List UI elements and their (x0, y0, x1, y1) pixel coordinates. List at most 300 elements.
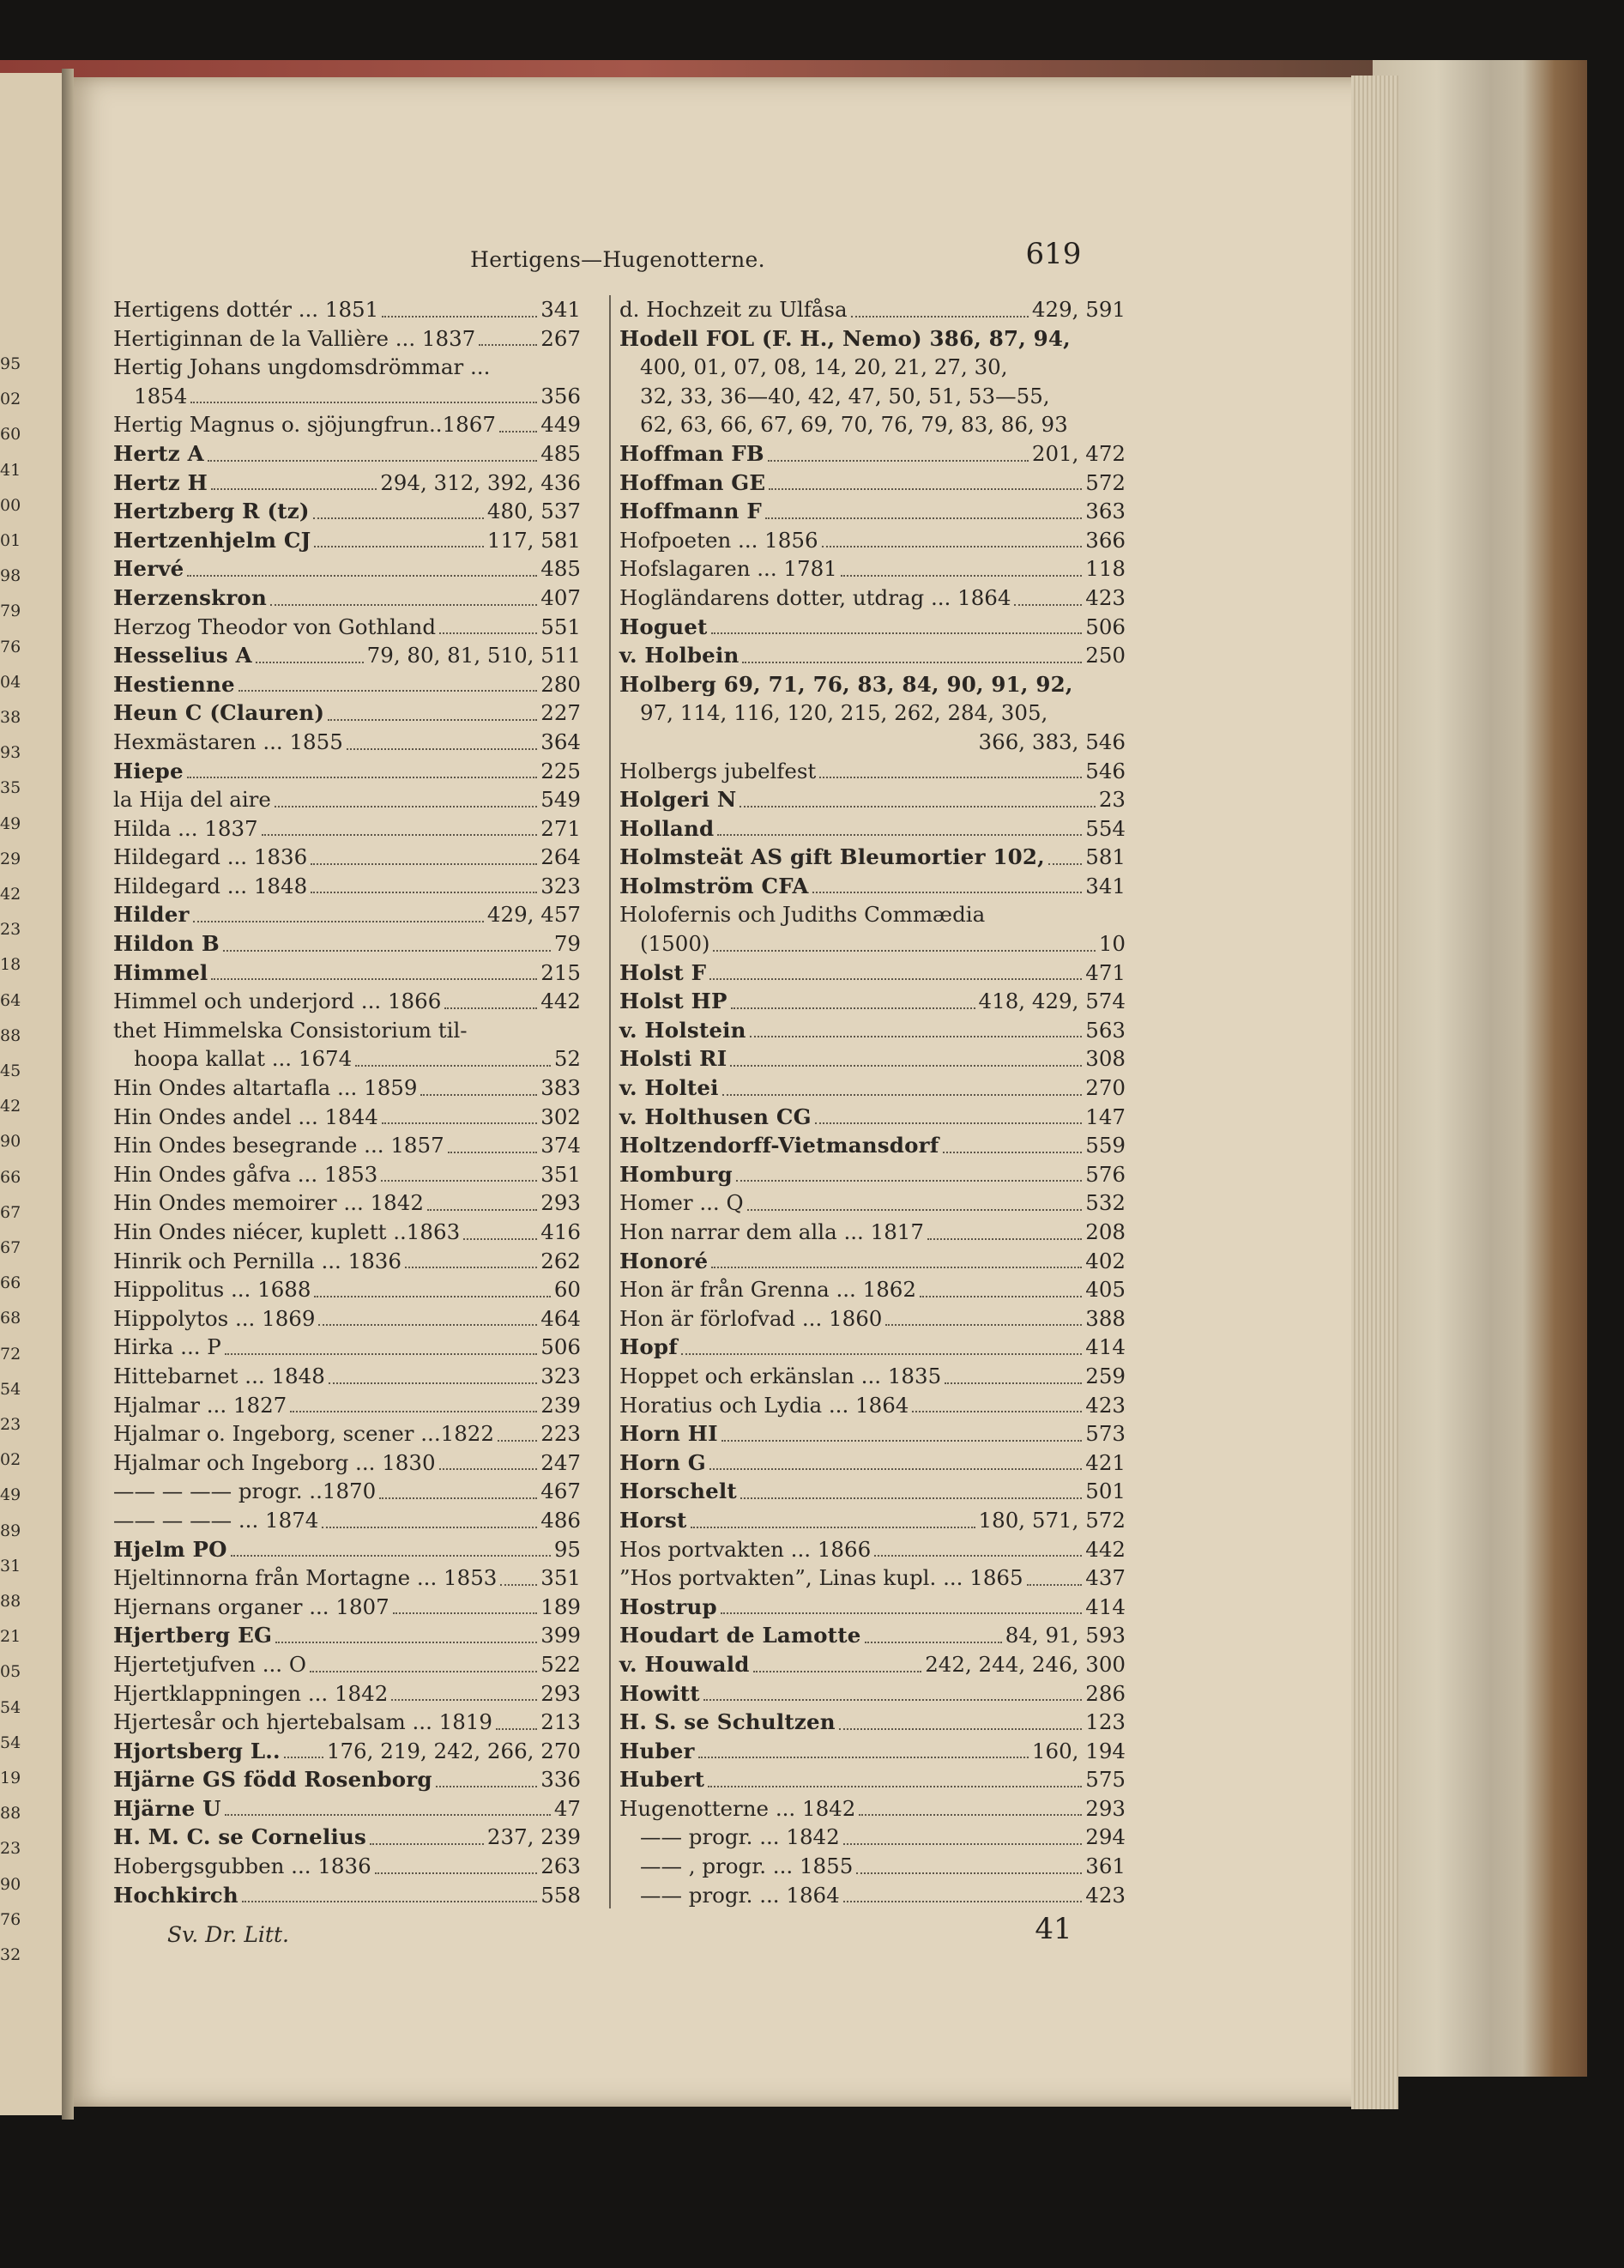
margin-number: 67 (0, 1202, 21, 1222)
dot-leader (238, 689, 537, 692)
entry-line (113, 410, 581, 439)
index-entry (619, 1333, 1126, 1362)
index-entry (619, 1304, 1126, 1334)
entry-title: —— progr. ... 1864 (640, 1882, 840, 1908)
entry-pages: 366 (1085, 527, 1126, 553)
index-entry (113, 526, 581, 555)
entry-line: 32, 33, 36—40, 42, 47, 50, 51, 53—55, (640, 383, 1050, 408)
book-gutter (62, 69, 74, 2120)
entry-line (619, 1708, 1126, 1737)
entry-pages: 264 (540, 844, 581, 870)
index-entry (619, 1103, 1126, 1132)
entry-title: Hippolitus ... 1688 (113, 1277, 311, 1303)
margin-number: 88 (0, 1025, 21, 1045)
entry-line (619, 295, 1126, 324)
entry-line (113, 1708, 581, 1737)
margin-number: 04 (0, 672, 21, 692)
entry-title: Hilder (113, 902, 190, 928)
dot-leader (500, 1583, 537, 1586)
entry-line (619, 1563, 1126, 1593)
index-entry (619, 1074, 1126, 1103)
index-entry (113, 554, 581, 584)
entry-pages: 10 (1098, 931, 1126, 957)
entry-line (619, 1160, 1126, 1189)
entry-line (113, 1391, 581, 1420)
index-entry (619, 1737, 1126, 1766)
dot-leader (329, 1382, 537, 1384)
entry-title: Hoppet och erkänslan ... 1835 (619, 1363, 942, 1388)
margin-number: 42 (0, 1097, 21, 1116)
margin-number: 98 (0, 566, 21, 586)
entry-line (619, 1650, 1126, 1679)
entry-pages: 429, 457 (486, 902, 581, 928)
margin-number: 18 (0, 955, 21, 975)
dot-leader (382, 1122, 537, 1124)
index-entry (113, 1823, 581, 1852)
entry-line (113, 1881, 581, 1910)
entry-pages: 581 (1085, 844, 1126, 870)
entry-title: —— — —— ... 1874 (113, 1507, 319, 1533)
entry-title: Hildegard ... 1848 (113, 873, 308, 898)
margin-number: 54 (0, 1697, 21, 1717)
entry-pages: 416 (540, 1219, 581, 1244)
index-entry (113, 1391, 581, 1420)
entry-pages: 485 (540, 556, 581, 582)
entry-title: Hofslagaren ... 1781 (619, 556, 837, 582)
entry-line: Holberg 69, 71, 76, 83, 84, 90, 91, 92, (619, 671, 1073, 697)
entry-title: Hjertberg EG (113, 1623, 273, 1648)
entry-title: Hertiginnan de la Vallière ... 1837 (113, 325, 476, 351)
entry-title: Hogländarens dotter, utdrag ... 1864 (619, 584, 1011, 610)
entry-line (619, 469, 1126, 498)
index-entry (113, 1477, 581, 1506)
entry-line: 400, 01, 07, 08, 14, 20, 21, 27, 30, (640, 354, 1008, 380)
index-entry (113, 613, 581, 642)
dot-leader (769, 487, 1082, 490)
book-page-stack (1373, 60, 1587, 2077)
entry-line (619, 1362, 1126, 1391)
entry-pages: 532 (1085, 1190, 1126, 1216)
entry-title: Hjelm PO (113, 1536, 227, 1562)
margin-number: 23 (0, 1415, 21, 1434)
dot-leader (211, 487, 377, 490)
margin-number: 90 (0, 1874, 21, 1894)
dot-leader (310, 1670, 537, 1672)
dot-leader (920, 1295, 1082, 1297)
entry-line (113, 439, 581, 469)
entry-line (113, 1074, 581, 1103)
entry-title: Homer ... Q (619, 1190, 744, 1216)
index-entry (619, 1362, 1126, 1391)
entry-line (113, 613, 581, 642)
entry-line (113, 670, 581, 699)
dot-leader (375, 1872, 538, 1874)
margin-number: 49 (0, 1485, 21, 1505)
entry-title: Hertz A (113, 440, 204, 466)
entry-pages: 421 (1085, 1449, 1126, 1475)
dot-leader (381, 1179, 537, 1182)
margin-number: 66 (0, 1167, 21, 1187)
index-entry (113, 757, 581, 786)
entry-title: Hiepe (113, 758, 184, 783)
dot-leader (499, 430, 537, 432)
entry-title: Holsti RI (619, 1046, 727, 1072)
margin-number: 02 (0, 1450, 21, 1470)
dot-leader (841, 574, 1082, 577)
entry-title: Hittebarnet ... 1848 (113, 1363, 325, 1388)
entry-pages: 546 (1085, 758, 1126, 783)
entry-line (113, 1650, 581, 1679)
entry-line (113, 641, 581, 670)
entry-title: Himmel och underjord ... 1866 (113, 989, 442, 1014)
entry-line (619, 1881, 1126, 1910)
dot-leader (355, 1064, 551, 1067)
dot-leader (711, 1266, 1082, 1268)
margin-number: 35 (0, 778, 21, 798)
entry-title: Herzog Theodor von Gothland (113, 614, 437, 639)
index-entry (113, 497, 581, 526)
entry-title: Hjortsberg L.. (113, 1738, 281, 1763)
dot-leader (262, 833, 538, 836)
index-entry (113, 469, 581, 498)
index-entry (113, 1247, 581, 1276)
dot-leader (193, 920, 484, 922)
entry-title: Himmel (113, 959, 208, 985)
entry-line (113, 1448, 581, 1478)
entry-pages: 225 (540, 758, 581, 783)
entry-title: Hjertklappningen ... 1842 (113, 1680, 389, 1706)
index-entry (619, 1535, 1126, 1564)
dot-leader (1027, 1583, 1083, 1586)
entry-pages: 423 (1085, 584, 1126, 610)
entry-pages: 47 (553, 1795, 581, 1821)
entry-line (619, 1103, 1126, 1132)
index-entry (619, 1247, 1126, 1276)
entry-line (619, 959, 1126, 988)
margin-number: 67 (0, 1238, 21, 1257)
entry-pages: 522 (540, 1651, 581, 1677)
dot-leader (496, 1727, 537, 1730)
dot-leader (223, 949, 551, 952)
entry-line (113, 1593, 581, 1622)
dot-leader (439, 1467, 538, 1470)
entry-line (619, 1275, 1126, 1304)
margin-number: 64 (0, 990, 21, 1010)
entry-pages: 271 (540, 815, 581, 841)
entry-line (619, 929, 1126, 959)
entry-title: Hoffman FB (619, 440, 764, 466)
index-entry (113, 584, 581, 613)
index-entry (619, 1679, 1126, 1709)
entry-pages: 361 (1085, 1854, 1126, 1879)
dot-leader (943, 1151, 1083, 1153)
index-entry (113, 814, 581, 844)
entry-title: Hin Ondes altartafla ... 1859 (113, 1075, 418, 1101)
entry-line: thet Himmelska Consistorium til- (113, 1017, 468, 1043)
index-entry (113, 1737, 581, 1766)
entry-pages: 117, 581 (486, 527, 581, 553)
index-entry (113, 1852, 581, 1881)
index-entry (619, 757, 1126, 786)
margin-number: 45 (0, 1061, 21, 1080)
entry-title: Hexmästaren ... 1855 (113, 729, 343, 754)
entry-title: Hofpoeten ... 1856 (619, 527, 818, 553)
dot-leader (322, 1526, 537, 1528)
entry-line (619, 1737, 1126, 1766)
entry-pages: 323 (540, 1363, 581, 1388)
entry-line (619, 1794, 1126, 1823)
index-entry (619, 1391, 1126, 1420)
entry-pages: 270 (1085, 1075, 1126, 1101)
index-entry (619, 324, 1126, 439)
index-entry (113, 843, 581, 872)
margin-number: 68 (0, 1309, 21, 1328)
index-entry (113, 324, 581, 354)
entry-title: Holtzendorff-Vietmansdorf (619, 1133, 939, 1158)
entry-line (619, 1333, 1126, 1362)
entry-line (619, 1304, 1126, 1334)
margin-number: 23 (0, 1839, 21, 1859)
index-entry (113, 1679, 581, 1709)
dot-leader (711, 632, 1083, 634)
index-entry (113, 728, 581, 757)
dot-leader (225, 1813, 551, 1816)
entry-line (113, 699, 581, 728)
entry-line (113, 900, 581, 929)
entry-line (113, 1362, 581, 1391)
entry-pages: 405 (1085, 1277, 1126, 1303)
entry-pages: 464 (540, 1305, 581, 1331)
entry-title: v. Holtei (619, 1075, 719, 1101)
dot-leader (284, 1756, 323, 1758)
entry-pages: 147 (1085, 1104, 1126, 1129)
entry-line (113, 1160, 581, 1189)
entry-line (113, 1103, 581, 1132)
entry-title: Hildegard ... 1836 (113, 844, 308, 870)
index-entry (619, 613, 1126, 642)
entry-line (113, 814, 581, 844)
margin-number: 54 (0, 1733, 21, 1752)
entry-line (113, 554, 581, 584)
index-entry (619, 497, 1126, 526)
margin-number: 41 (0, 460, 21, 480)
dot-leader (311, 862, 537, 865)
margin-number: 23 (0, 920, 21, 940)
dot-leader (190, 401, 537, 403)
entry-title: Hochkirch (113, 1882, 238, 1908)
left-margin-numbers (0, 356, 34, 1987)
entry-line (619, 1765, 1126, 1794)
entry-line (619, 1593, 1126, 1622)
entry-pages: 262 (540, 1248, 581, 1273)
entry-pages: 449 (540, 412, 581, 438)
entry-pages: 374 (540, 1133, 581, 1158)
entry-pages: 263 (540, 1854, 581, 1879)
index-entry (619, 1881, 1126, 1910)
entry-title: —— — —— progr. ..1870 (113, 1479, 377, 1504)
index-entry (619, 1621, 1126, 1650)
entry-pages: 485 (540, 440, 581, 466)
margin-number: 79 (0, 602, 21, 621)
entry-pages: 302 (540, 1104, 581, 1129)
index-entry (619, 1218, 1126, 1247)
entry-line (113, 584, 581, 613)
index-entry (619, 526, 1126, 555)
dot-leader (740, 1497, 1082, 1499)
entry-pages: 176, 219, 242, 266, 270 (326, 1738, 581, 1763)
entry-line: Hodell FOL (F. H., Nemo) 386, 87, 94, (619, 325, 1071, 351)
entry-title: Hin Ondes besegrande ... 1857 (113, 1133, 444, 1158)
margin-number: 31 (0, 1556, 21, 1576)
entry-line (619, 1131, 1126, 1160)
index-entry (619, 1419, 1126, 1448)
entry-title: Horatius och Lydia ... 1864 (619, 1392, 909, 1418)
entry-pages: 237, 239 (486, 1824, 581, 1850)
entry-title: Hjalmar ... 1827 (113, 1392, 287, 1418)
entry-title: d. Hochzeit zu Ulfåsa (619, 297, 848, 322)
entry-line (113, 1765, 581, 1794)
entry-line (113, 1679, 581, 1709)
entry-title: —— progr. ... 1842 (640, 1824, 840, 1850)
index-entry (113, 1765, 581, 1794)
entry-pages: 563 (1085, 1017, 1126, 1043)
entry-title: Hjärne GS född Rosenborg (113, 1767, 432, 1793)
entry-pages: 259 (1085, 1363, 1126, 1388)
margin-number: 90 (0, 1132, 21, 1152)
dot-leader (231, 1554, 551, 1557)
entry-title: Hertz H (113, 469, 208, 495)
entry-line (619, 1448, 1126, 1478)
index-entry (113, 699, 581, 728)
entry-pages: 551 (540, 614, 581, 639)
entry-pages: 95 (553, 1536, 581, 1562)
entry-title: Hin Ondes andel ... 1844 (113, 1104, 378, 1129)
index-entry (619, 872, 1126, 901)
dot-leader (721, 1612, 1082, 1614)
dot-leader (256, 661, 364, 663)
entry-line (619, 757, 1126, 786)
entry-pages: 293 (540, 1680, 581, 1706)
entry-line (113, 1535, 581, 1564)
dot-leader (859, 1813, 1082, 1816)
entry-line (113, 1477, 581, 1506)
dot-leader (382, 315, 537, 318)
dot-leader (313, 517, 484, 519)
entry-pages: 280 (540, 671, 581, 697)
index-entry (619, 1160, 1126, 1189)
dot-leader (815, 1122, 1083, 1124)
index-entry (619, 469, 1126, 498)
entry-line (113, 728, 581, 757)
entry-line (113, 1563, 581, 1593)
entry-pages: 356 (540, 383, 581, 408)
index-entry (619, 1765, 1126, 1794)
entry-line (113, 757, 581, 786)
index-entry (619, 584, 1126, 613)
entry-pages: 399 (540, 1623, 581, 1648)
entry-line (619, 584, 1126, 613)
index-entry (113, 670, 581, 699)
entry-pages: 52 (553, 1046, 581, 1072)
entry-pages: 294, 312, 392, 436 (380, 469, 581, 495)
entry-title: Horn G (619, 1449, 706, 1475)
entry-title: Hostrup (619, 1594, 717, 1619)
entry-title: Holmström CFA (619, 873, 809, 898)
entry-title: Hoffman GE (619, 469, 766, 495)
entry-title: Homburg (619, 1161, 733, 1187)
entry-line (113, 785, 581, 814)
dot-leader (347, 747, 537, 750)
entry-pages: 118 (1085, 556, 1126, 582)
dot-leader (747, 1208, 1083, 1211)
entry-line (113, 1506, 581, 1535)
dot-leader (731, 1007, 975, 1009)
entry-title: v. Houwald (619, 1651, 750, 1677)
entry-title: Hjeltinnorna från Mortagne ... 1853 (113, 1565, 498, 1591)
dot-leader (211, 977, 537, 980)
index-entry (113, 959, 581, 988)
index-entry (113, 410, 581, 439)
entry-line (619, 1391, 1126, 1420)
entry-pages: 160, 194 (1031, 1738, 1126, 1763)
index-entry (619, 1650, 1126, 1679)
entry-line (113, 382, 581, 411)
entry-pages: 341 (1085, 873, 1126, 898)
entry-line (113, 1218, 581, 1247)
index-entry (113, 1304, 581, 1334)
entry-pages: 79, 80, 81, 510, 511 (366, 643, 581, 668)
margin-number: 21 (0, 1627, 21, 1647)
entry-pages: 286 (1085, 1680, 1126, 1706)
margin-number: 95 (0, 354, 21, 373)
entry-title: Holst HP (619, 989, 727, 1014)
dot-leader (270, 603, 537, 606)
index-entry (113, 1563, 581, 1593)
entry-pages: 215 (540, 959, 581, 985)
entry-title: Hertigens dottér ... 1851 (113, 297, 379, 322)
dot-leader (479, 343, 537, 346)
index-column-left (113, 295, 581, 1909)
entry-pages: 60 (553, 1277, 581, 1303)
entry-line (113, 872, 581, 901)
entry-title: Hjernans organer ... 1807 (113, 1594, 389, 1619)
entry-title: Hjalmar o. Ingeborg, scener ...1822 (113, 1421, 494, 1447)
index-entry (619, 959, 1126, 988)
dot-leader (945, 1382, 1082, 1384)
dot-leader (912, 1410, 1082, 1412)
margin-number: 89 (0, 1521, 21, 1540)
sheet-number: 41 (1035, 1912, 1072, 1946)
entry-title: Hervé (113, 556, 184, 582)
entry-title: v. Holbein (619, 643, 740, 668)
dot-leader (691, 1526, 975, 1528)
entry-pages: 559 (1085, 1133, 1126, 1158)
entry-pages: 79 (553, 931, 581, 957)
entry-line (619, 814, 1126, 844)
entry-title: hoopa kallat ... 1674 (134, 1046, 353, 1072)
margin-number: 76 (0, 1909, 21, 1929)
entry-title: Hesselius A (113, 643, 252, 668)
index-entry (113, 1708, 581, 1737)
entry-title: Huber (619, 1738, 695, 1763)
entry-title: Hjalmar och Ingeborg ... 1830 (113, 1449, 436, 1475)
entry-pages: 227 (540, 700, 581, 726)
entry-title: Horschelt (619, 1479, 737, 1504)
dot-leader (498, 1439, 537, 1442)
dot-leader (851, 315, 1029, 318)
index-entry (113, 439, 581, 469)
entry-line (113, 1852, 581, 1881)
